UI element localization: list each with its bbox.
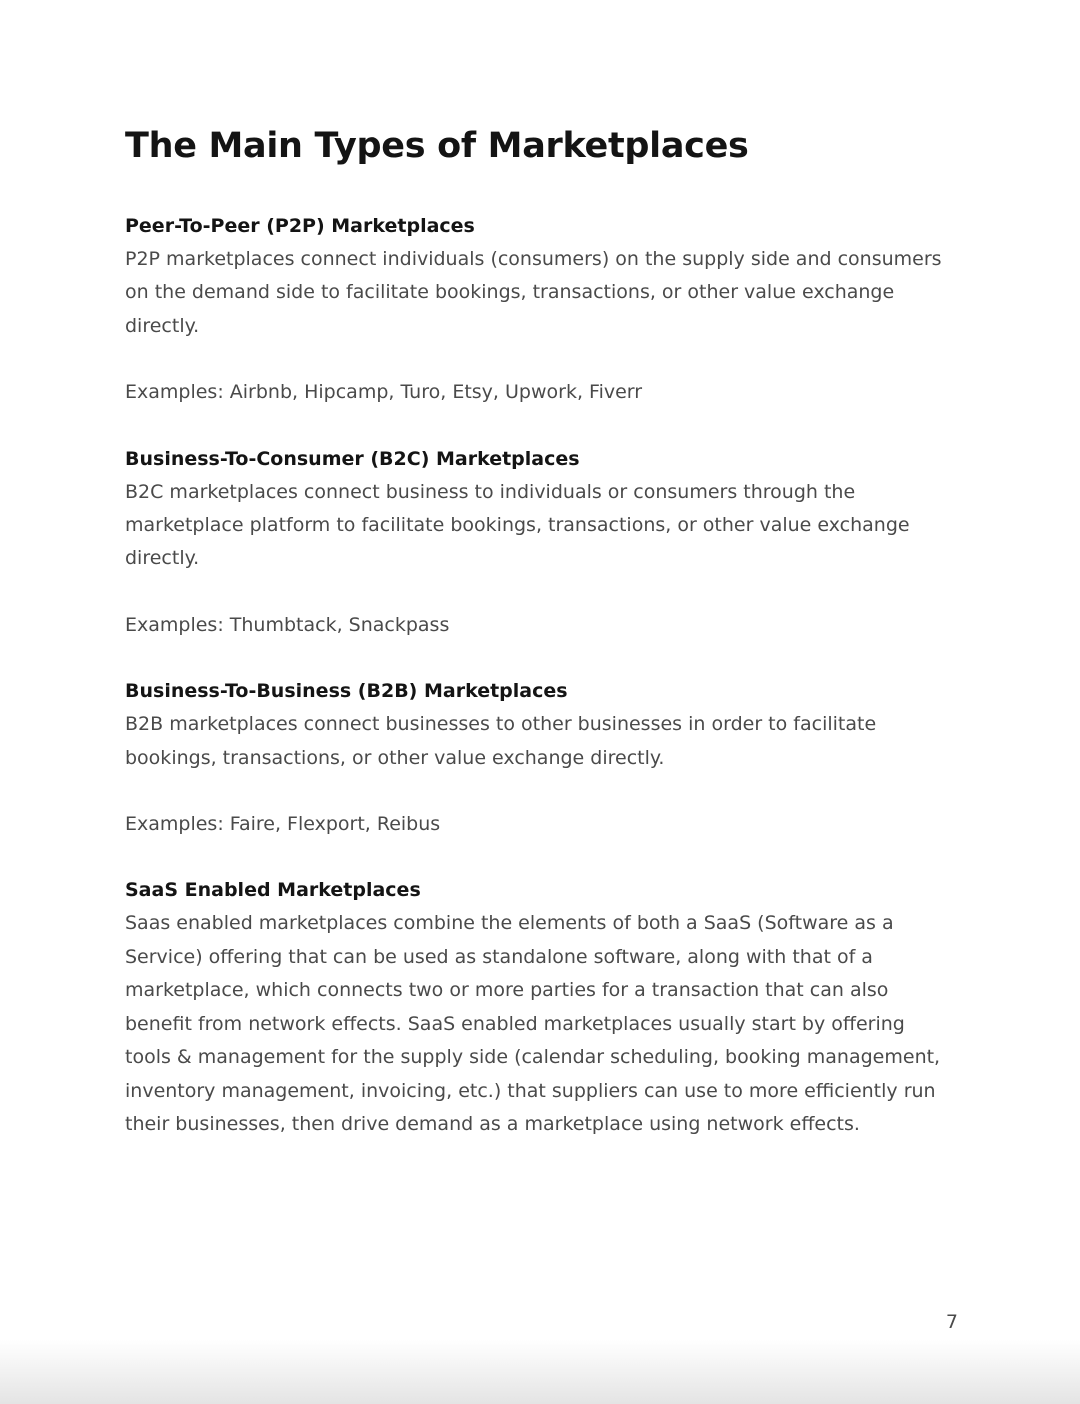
section-heading: Peer-To-Peer (P2P) Marketplaces xyxy=(125,215,475,237)
page-title: The Main Types of Marketplaces xyxy=(125,126,749,166)
section-saas xyxy=(125,874,955,1141)
section-body: P2P marketplaces connect individuals (consumers) on the supply side and consumers on the demand side to facilitate bookings, transactions, or other value exchange directly. xyxy=(125,248,942,337)
section-heading: Business-To-Business (B2B) Marketplaces xyxy=(125,680,568,703)
section-examples: Examples: Faire, Flexport, Reibus xyxy=(125,813,441,836)
spacer xyxy=(125,343,955,376)
spacer xyxy=(125,841,955,874)
bottom-shadow xyxy=(0,1340,1080,1404)
section-heading: Business-To-Consumer (B2C) Marketplaces xyxy=(125,447,580,470)
spacer xyxy=(125,576,955,609)
section-b2c xyxy=(125,443,955,643)
section-p2p xyxy=(125,210,955,410)
spacer xyxy=(125,642,955,675)
section-body: B2B marketplaces connect businesses to other businesses in order to facilitate bookings, transactions, or other value exchange directly. xyxy=(125,713,877,769)
page-content xyxy=(125,122,955,1141)
section-examples: Examples: Thumbtack, Snackpass xyxy=(125,613,450,636)
section-b2b xyxy=(125,675,955,841)
spacer xyxy=(125,170,955,210)
spacer xyxy=(125,775,955,808)
section-body: B2C marketplaces connect business to individuals or consumers through the marketplace platform to facilitate bookings, transactions, or other value exchange directly. xyxy=(125,480,910,570)
section-heading: SaaS Enabled Marketplaces xyxy=(125,879,421,902)
spacer xyxy=(125,410,955,443)
section-examples: Examples: Airbnb, Hipcamp, Turo, Etsy, Upwork, Fiverr xyxy=(125,381,643,404)
page-number: 7 xyxy=(945,1311,958,1333)
section-body: Saas enabled marketplaces combine the elements of both a SaaS (Software as a Service) offering that can be used as standalone software, along with that of a marketplace, which connects two or more parties for a transaction that can also benefit from network effects. SaaS enabled marketplaces usually start by offering tools & management for the supply side (calendar scheduling, booking management, inventory management, invoicing, etc.) that suppliers can use to more efficiently run their businesses, then drive demand as a marketplace using network effects. xyxy=(125,912,941,1135)
